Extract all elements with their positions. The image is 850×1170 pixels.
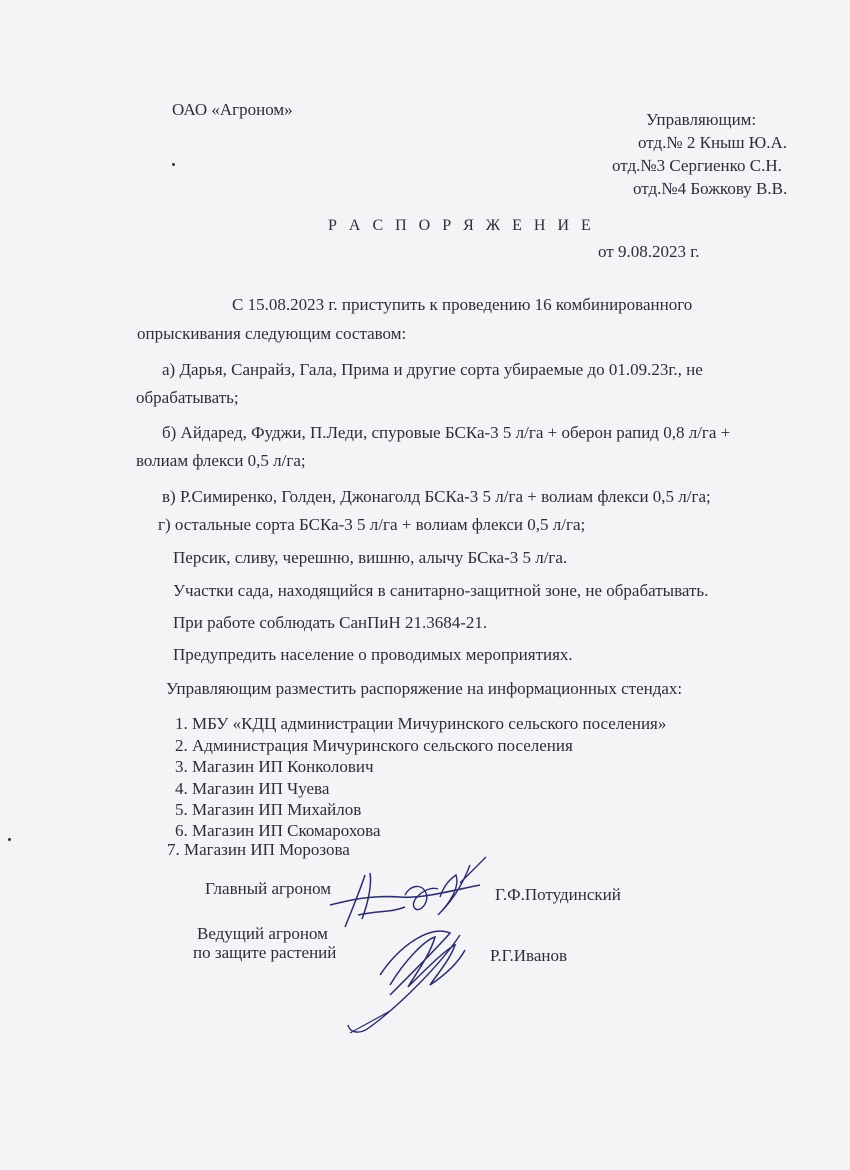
- recipient-line: отд.№ 2 Кныш Ю.А.: [638, 133, 788, 152]
- item-d: г) остальные сорта БСКа-3 5 л/га + волиам флекси 0,5 л/га;: [158, 515, 586, 534]
- lead-agronomist-signature: [330, 915, 490, 1040]
- paragraph: Персик, сливу, черешню, вишню, алычу БСка-3 5 л/га.: [173, 548, 568, 567]
- paragraph: При работе соблюдать СанПиН 21.3684-21.: [173, 613, 488, 632]
- stand-list-item: 7. Магазин ИП Морозова: [167, 840, 350, 859]
- lead-agronomist-name: Р.Г.Иванов: [490, 946, 567, 965]
- chief-agronomist-name: Г.Ф.Потудинский: [495, 885, 621, 904]
- scan-speck: [8, 838, 11, 841]
- document-title: Р А С П О Р Я Ж Е Н И Е: [328, 217, 595, 234]
- item-b-line: волиам флекси 0,5 л/га;: [136, 451, 306, 470]
- lead-agronomist-title: по защите растений: [193, 943, 337, 962]
- paragraph: Предупредить население о проводимых мероприятиях.: [173, 645, 573, 664]
- organization-name: ОАО «Агроном»: [172, 100, 293, 119]
- stand-list-item: 2. Администрация Мичуринского сельского поселения: [175, 736, 573, 755]
- intro-line: С 15.08.2023 г. приступить к проведению 16 комбинированного: [232, 295, 693, 314]
- recipient-line: отд.№4 Божкову В.В.: [633, 179, 788, 198]
- item-a-line: обрабатывать;: [136, 388, 239, 407]
- document-date: от 9.08.2023 г.: [598, 242, 700, 261]
- stand-list-item: 5. Магазин ИП Михайлов: [175, 800, 362, 819]
- stand-list-item: 6. Магазин ИП Скомарохова: [175, 821, 381, 840]
- recipient-line: отд.№3 Сергиенко С.Н.: [612, 156, 782, 175]
- recipients-heading: Управляющим:: [646, 110, 757, 129]
- intro-line: опрыскивания следующим составом:: [137, 324, 407, 343]
- item-c: в) Р.Симиренко, Голден, Джонаголд БСКа-3 5 л/га + волиам флекси 0,5 л/га;: [162, 487, 711, 506]
- stand-list-item: 3. Магазин ИП Конколович: [175, 757, 374, 776]
- item-b-line: б) Айдаред, Фуджи, П.Леди, спуровые БСКа-3 5 л/га + оберон рапид 0,8 л/га +: [162, 423, 731, 442]
- scan-speck: [172, 163, 175, 166]
- stand-list-item: 1. МБУ «КДЦ администрации Мичуринского сельского поселения»: [175, 714, 667, 733]
- chief-agronomist-title: Главный агроном: [205, 879, 332, 898]
- item-a-line: а) Дарья, Санрайз, Гала, Прима и другие сорта убираемые до 01.09.23г., не: [162, 360, 703, 379]
- lead-agronomist-title: Ведущий агроном: [197, 924, 328, 943]
- stand-list-item: 4. Магазин ИП Чуева: [175, 779, 330, 798]
- paragraph: Участки сада, находящийся в санитарно-защитной зоне, не обрабатывать.: [173, 581, 709, 600]
- paragraph: Управляющим разместить распоряжение на информационных стендах:: [166, 679, 683, 698]
